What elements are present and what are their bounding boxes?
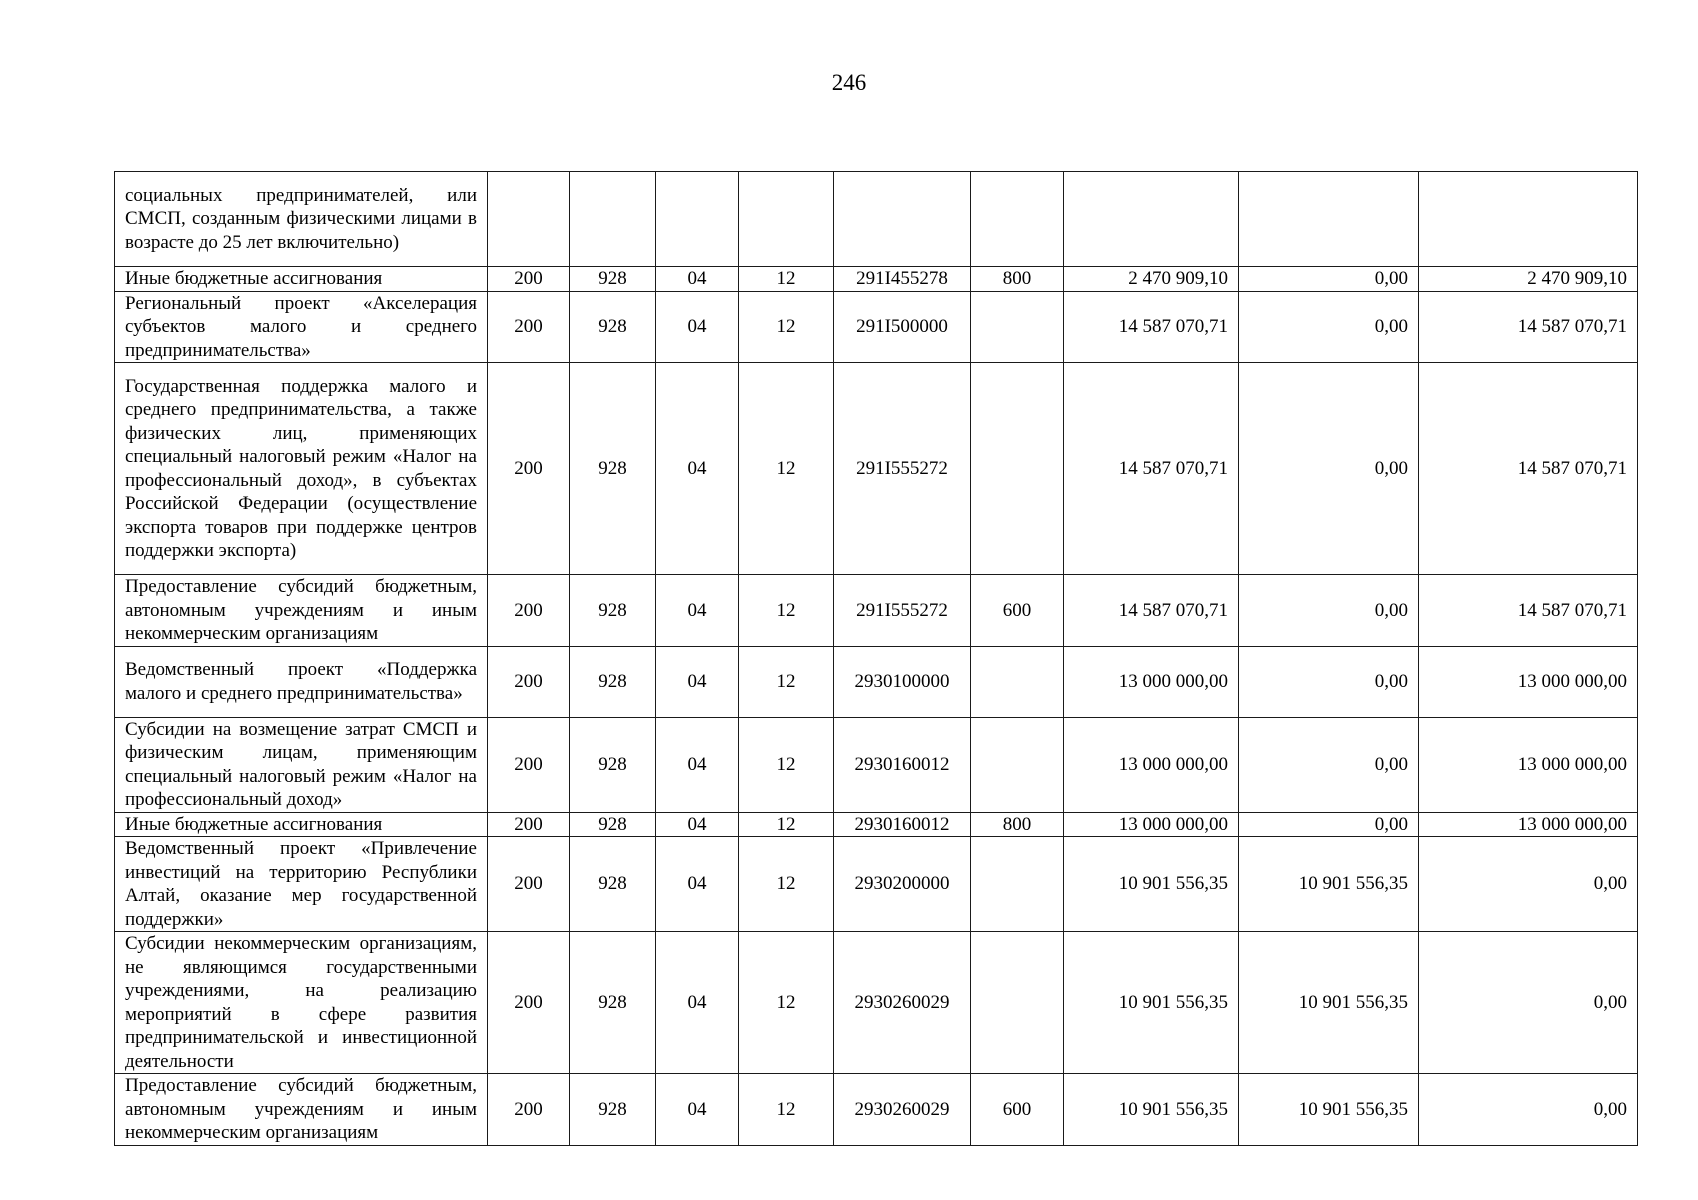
- code-expense-type: 600: [971, 1074, 1064, 1146]
- amount-regional: 14 587 070,71: [1419, 575, 1638, 647]
- code-expense-type: 800: [971, 267, 1064, 292]
- code-target-article: 2930260029: [834, 932, 971, 1074]
- code-section: 04: [656, 932, 739, 1074]
- row-description: Иные бюджетные ассигнования: [115, 267, 488, 292]
- code-admin: 200: [488, 646, 570, 717]
- code-section: [656, 172, 739, 267]
- code-grbs: 928: [570, 812, 656, 837]
- code-grbs: [570, 172, 656, 267]
- code-subsection: 12: [739, 363, 834, 575]
- amount-federal: 0,00: [1239, 646, 1419, 717]
- code-grbs: 928: [570, 1074, 656, 1146]
- amount-federal: [1239, 172, 1419, 267]
- amount-total: 13 000 000,00: [1064, 646, 1239, 717]
- code-target-article: 2930160012: [834, 717, 971, 812]
- code-admin: 200: [488, 812, 570, 837]
- amount-federal: 10 901 556,35: [1239, 932, 1419, 1074]
- table-row: [115, 291, 1638, 363]
- amount-federal: 0,00: [1239, 363, 1419, 575]
- table-row: [115, 267, 1638, 292]
- amount-regional: 0,00: [1419, 932, 1638, 1074]
- code-expense-type: 600: [971, 575, 1064, 647]
- code-subsection: 12: [739, 717, 834, 812]
- amount-federal: 0,00: [1239, 291, 1419, 363]
- table-row: [115, 172, 1638, 267]
- code-section: 04: [656, 363, 739, 575]
- table-row: [115, 812, 1638, 837]
- code-subsection: 12: [739, 575, 834, 647]
- amount-federal: 10 901 556,35: [1239, 1074, 1419, 1146]
- amount-federal: 0,00: [1239, 267, 1419, 292]
- code-section: 04: [656, 837, 739, 932]
- code-section: 04: [656, 291, 739, 363]
- code-target-article: 291I555272: [834, 363, 971, 575]
- code-target-article: 291I500000: [834, 291, 971, 363]
- code-section: 04: [656, 575, 739, 647]
- amount-total: 14 587 070,71: [1064, 363, 1239, 575]
- code-grbs: 928: [570, 646, 656, 717]
- code-section: 04: [656, 646, 739, 717]
- amount-federal: 0,00: [1239, 812, 1419, 837]
- amount-regional: 14 587 070,71: [1419, 291, 1638, 363]
- code-target-article: 2930260029: [834, 1074, 971, 1146]
- amount-regional: 13 000 000,00: [1419, 717, 1638, 812]
- code-admin: 200: [488, 717, 570, 812]
- code-grbs: 928: [570, 837, 656, 932]
- code-section: 04: [656, 267, 739, 292]
- code-subsection: 12: [739, 812, 834, 837]
- amount-federal: 0,00: [1239, 575, 1419, 647]
- amount-total: 10 901 556,35: [1064, 932, 1239, 1074]
- page-number: 246: [831, 70, 867, 95]
- code-subsection: 12: [739, 267, 834, 292]
- code-target-article: 2930160012: [834, 812, 971, 837]
- code-admin: 200: [488, 1074, 570, 1146]
- code-section: 04: [656, 812, 739, 837]
- code-expense-type: [971, 932, 1064, 1074]
- row-description: Ведомственный проект «Привлечение инвестиций на территорию Республики Алтай, оказание мер государственной поддержки»: [115, 837, 488, 932]
- code-admin: 200: [488, 291, 570, 363]
- code-grbs: 928: [570, 267, 656, 292]
- code-subsection: 12: [739, 646, 834, 717]
- amount-regional: 13 000 000,00: [1419, 646, 1638, 717]
- amount-regional: [1419, 172, 1638, 267]
- amount-total: 13 000 000,00: [1064, 812, 1239, 837]
- code-subsection: 12: [739, 291, 834, 363]
- amount-regional: 0,00: [1419, 837, 1638, 932]
- table-row: [115, 1074, 1638, 1146]
- table-row: [115, 717, 1638, 812]
- code-subsection: 12: [739, 837, 834, 932]
- code-grbs: 928: [570, 717, 656, 812]
- amount-federal: 0,00: [1239, 717, 1419, 812]
- code-target-article: [834, 172, 971, 267]
- amount-total: 10 901 556,35: [1064, 1074, 1239, 1146]
- code-section: 04: [656, 717, 739, 812]
- code-expense-type: [971, 646, 1064, 717]
- code-admin: 200: [488, 575, 570, 647]
- code-expense-type: [971, 837, 1064, 932]
- amount-regional: 13 000 000,00: [1419, 812, 1638, 837]
- code-grbs: 928: [570, 932, 656, 1074]
- code-grbs: 928: [570, 291, 656, 363]
- row-description: Региональный проект «Акселерация субъектов малого и среднего предпринимательства»: [115, 291, 488, 363]
- code-admin: [488, 172, 570, 267]
- row-description: Иные бюджетные ассигнования: [115, 812, 488, 837]
- code-admin: 200: [488, 267, 570, 292]
- amount-regional: 14 587 070,71: [1419, 363, 1638, 575]
- code-expense-type: [971, 363, 1064, 575]
- code-expense-type: [971, 172, 1064, 267]
- code-expense-type: 800: [971, 812, 1064, 837]
- code-grbs: 928: [570, 363, 656, 575]
- table-row: [115, 646, 1638, 717]
- code-expense-type: [971, 717, 1064, 812]
- table-row: [115, 575, 1638, 647]
- code-admin: 200: [488, 837, 570, 932]
- code-target-article: 2930200000: [834, 837, 971, 932]
- amount-total: 14 587 070,71: [1064, 291, 1239, 363]
- code-subsection: 12: [739, 1074, 834, 1146]
- amount-total: 14 587 070,71: [1064, 575, 1239, 647]
- code-section: 04: [656, 1074, 739, 1146]
- table-row: [115, 932, 1638, 1074]
- budget-table-body: [115, 172, 1638, 1146]
- budget-table: [114, 171, 1638, 1146]
- table-row: [115, 837, 1638, 932]
- code-target-article: 291I455278: [834, 267, 971, 292]
- row-description: социальных предпринимателей, или СМСП, созданным физическими лицами в возрасте до 25 лет включительно): [115, 172, 488, 267]
- code-subsection: [739, 172, 834, 267]
- row-description: Субсидии некоммерческим организациям, не являющимся государственными учреждениями, на реализацию мероприятий в сфере развития предпринимательской и инвестиционной деятельности: [115, 932, 488, 1074]
- code-target-article: 2930100000: [834, 646, 971, 717]
- row-description: Ведомственный проект «Поддержка малого и среднего предпринимательства»: [115, 646, 488, 717]
- row-description: Предоставление субсидий бюджетным, автономным учреждениям и иным некоммерческим организациям: [115, 575, 488, 647]
- code-expense-type: [971, 291, 1064, 363]
- amount-total: [1064, 172, 1239, 267]
- row-description: Предоставление субсидий бюджетным, автономным учреждениям и иным некоммерческим организациям: [115, 1074, 488, 1146]
- amount-total: 10 901 556,35: [1064, 837, 1239, 932]
- amount-total: 13 000 000,00: [1064, 717, 1239, 812]
- row-description: Государственная поддержка малого и среднего предпринимательства, а также физических лиц, применяющих специальный налоговый режим «Налог на профессиональный доход», в субъектах Российской Федерации (осуществление экспорта товаров при поддержке центров поддержки экспорта): [115, 363, 488, 575]
- amount-regional: 0,00: [1419, 1074, 1638, 1146]
- code-admin: 200: [488, 363, 570, 575]
- amount-regional: 2 470 909,10: [1419, 267, 1638, 292]
- table-row: [115, 363, 1638, 575]
- amount-federal: 10 901 556,35: [1239, 837, 1419, 932]
- code-subsection: 12: [739, 932, 834, 1074]
- code-target-article: 291I555272: [834, 575, 971, 647]
- code-grbs: 928: [570, 575, 656, 647]
- row-description: Субсидии на возмещение затрат СМСП и физическим лицам, применяющим специальный налоговый режим «Налог на профессиональный доход»: [115, 717, 488, 812]
- code-admin: 200: [488, 932, 570, 1074]
- amount-total: 2 470 909,10: [1064, 267, 1239, 292]
